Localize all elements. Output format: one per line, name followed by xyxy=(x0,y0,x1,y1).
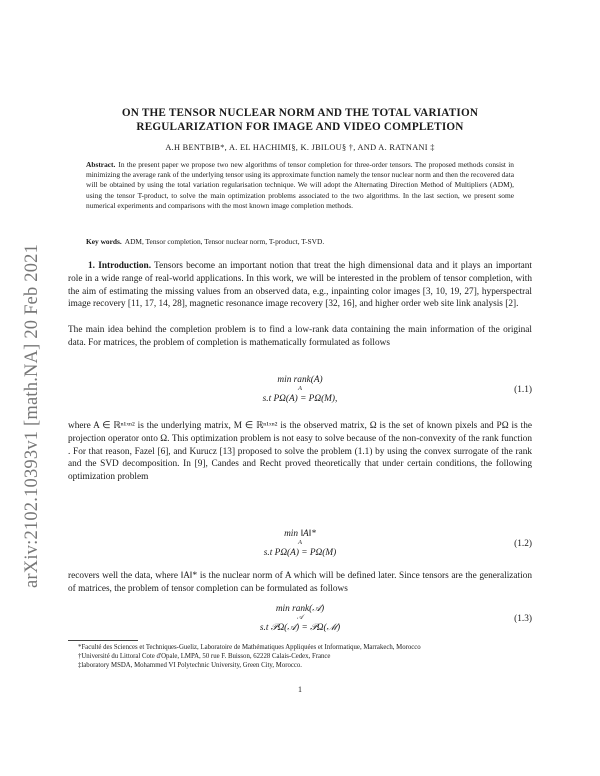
equation-constraint: s.t 𝒫Ω(𝒜) = 𝒫Ω(ℳ) xyxy=(259,623,341,633)
footnote-divider xyxy=(68,640,138,641)
equation-number: (1.1) xyxy=(514,385,532,395)
keywords-label: Key words. xyxy=(86,237,122,246)
footnote-3: ‡laboratory MSDA, Mohammed VI Polytechnic University, Green City, Morocco. xyxy=(78,662,303,670)
equation-1-3 xyxy=(68,604,532,644)
equation-constraint: s.t PΩ(A) = PΩ(M) xyxy=(263,548,337,558)
keywords xyxy=(86,237,514,246)
footnote-1: *Faculté des Sciences et Techniques-Gueliz, Laboratoire de Mathématiques Appliquées et Informatique, Marrakech, Morocco xyxy=(78,644,421,651)
equation-objective: min rank(𝒜) xyxy=(275,604,325,614)
abstract-text: In the present paper we propose two new algorithms of tensor completion for three-order tensors. The proposed methods consist in minimizing the average rank of the underlying tensor using its approximate function namely the tensor nuclear norm and then the recovered data will be obtained by using the total variation regularisation technique. We will adopt the Alternating Direction Method of Multipliers (ADM), using the tensor T-product, to solve the main optimization problems associated to the two algorithms. In the last section, we present some numerical experiments and comparisons with the most known image completion methods. xyxy=(86,160,514,210)
intro-paragraph-3: where A ∈ ℝⁿ¹ˣⁿ² is the underlying matrix, M ∈ ℝⁿ¹ˣⁿ² is the observed matrix, Ω is the set of known pixels and PΩ is the projection operator onto Ω. This optimization problem is not easy to solve because of the non-convexity of the rank function . For that reason, Fazel [6], and Kurucz [13] proposed to solve the problem (1.1) by using the convex surrogate of the rank and the SVD decomposition. In [9], Candes and Recht proved theoretically that under certain conditions, the following optimization problem xyxy=(68,421,532,483)
abstract xyxy=(86,160,514,211)
arxiv-identifier-stamp: arXiv:2102.10393v1 [math.NA] 20 Feb 2021 xyxy=(22,243,42,588)
equation-number: (1.2) xyxy=(514,539,532,549)
equation-constraint: s.t PΩ(A) = PΩ(M), xyxy=(262,394,338,404)
equation-subscript: 𝒜 xyxy=(296,614,304,621)
keywords-text: ADM, Tensor completion, Tensor nuclear norm, T-product, T-SVD. xyxy=(124,237,325,246)
footnotes xyxy=(68,643,532,671)
equation-subscript: A xyxy=(298,385,302,392)
footnote-2: †Université du Littoral Cote d'Opale, LMPA, 50 rue F. Buisson, 62228 Calais-Cedex, France xyxy=(78,653,331,661)
paper-title xyxy=(70,106,530,134)
intro-paragraph-2: The main idea behind the completion problem is to find a low-rank data containing the main information of the original data. For matrices, the problem of completion is mathematically formulated as follows xyxy=(68,325,532,348)
equation-subscript: A xyxy=(298,539,302,546)
equation-number: (1.3) xyxy=(514,614,532,624)
title-line-1: ON THE TENSOR NUCLEAR NORM AND THE TOTAL VARIATION xyxy=(121,107,479,119)
intro-text-1: Tensors become an important notion that treat the high dimensional data and it plays an important role in a wide range of real-world applications. In this work, we will be interested in the problem of tensor completion, with the aim of estimating the missing values from an observed data, e.g., inpainting color images [3, 10, 19, 27], hyperspectral image recovery [11, 17, 14, 28], magnetic resonance image recovery [32, 16], and higher order web site link analysis [2]. xyxy=(68,261,533,310)
author-list: A.H BENTBIB*, A. EL HACHIMI§, K. JBILOU§ †, AND A. RATNANI ‡ xyxy=(165,143,435,152)
title-line-2: REGULARIZATION FOR IMAGE AND VIDEO COMPLETION xyxy=(136,121,464,133)
equation-objective: min rank(A) xyxy=(277,375,323,385)
abstract-label: Abstract. xyxy=(86,160,116,169)
intro-paragraph-4: recovers well the data, where ‖A‖* is the nuclear norm of A which will be defined later. Since tensors are the generalization of matrices, the problem of tensor completion can be formulated as follows xyxy=(68,571,532,594)
equation-1-1 xyxy=(68,375,532,415)
equation-objective: min ‖A‖* xyxy=(284,529,316,539)
section-heading: 1. Introduction. xyxy=(88,261,152,271)
page-number: 1 xyxy=(298,685,302,694)
intro-paragraph-1 xyxy=(68,260,532,311)
equation-1-2 xyxy=(68,529,532,569)
